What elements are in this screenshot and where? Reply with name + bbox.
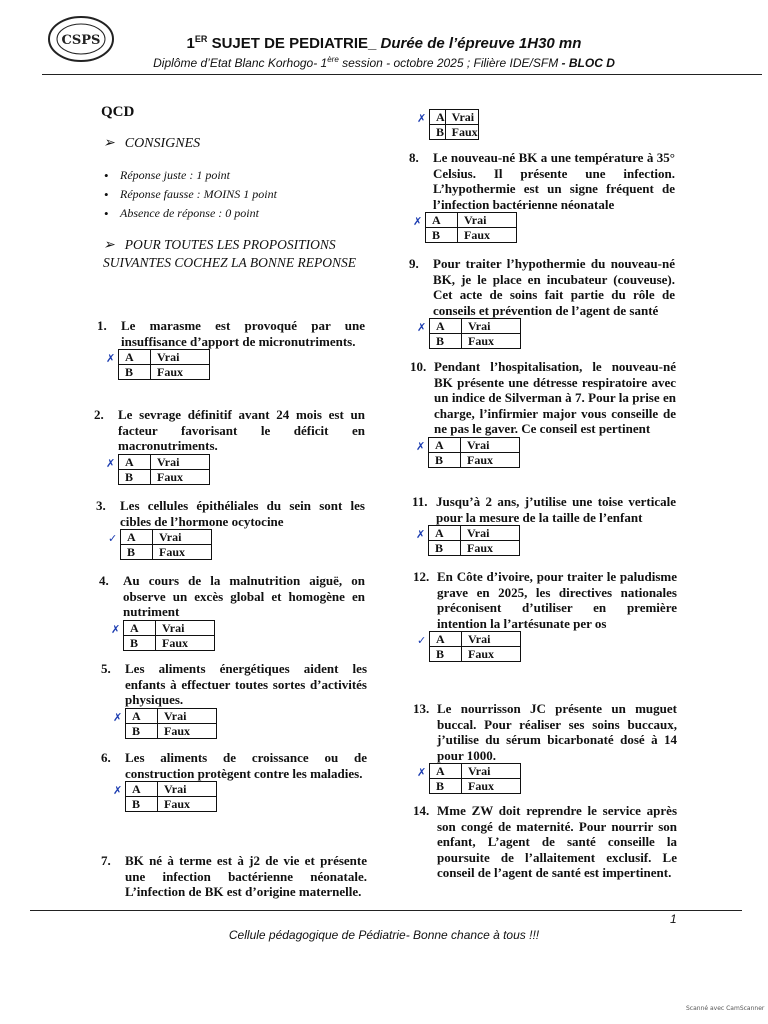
question-text: Les aliments de croissance ou de construction protègent contre les maladies. xyxy=(125,750,367,781)
option-letter[interactable]: A xyxy=(426,213,458,228)
question-number: 9. xyxy=(409,256,419,271)
option-a[interactable] xyxy=(119,454,210,469)
header-divider xyxy=(42,74,762,75)
option-label[interactable]: Faux xyxy=(158,797,217,812)
handwritten-mark-icon: ✓ xyxy=(417,634,427,647)
option-b[interactable] xyxy=(119,365,210,380)
option-label[interactable]: Faux xyxy=(462,334,521,349)
option-label[interactable]: Vrai xyxy=(458,213,517,228)
footer-text: Cellule pédagogique de Pédiatrie- Bonne chance à tous !!! xyxy=(228,928,540,942)
option-letter[interactable]: A xyxy=(126,708,158,723)
answer-table xyxy=(429,763,521,794)
question-2 xyxy=(94,407,365,485)
option-letter[interactable]: B xyxy=(430,779,462,794)
question-3 xyxy=(96,498,365,560)
option-label[interactable]: Vrai xyxy=(461,437,520,452)
answer-table xyxy=(125,781,217,812)
handwritten-mark-icon: ✗ xyxy=(417,112,427,125)
question-number: 12. xyxy=(413,569,430,584)
option-letter[interactable]: B xyxy=(426,228,458,243)
option-a[interactable] xyxy=(429,437,520,452)
answer-table xyxy=(428,525,520,556)
answer-table xyxy=(429,109,479,140)
option-b[interactable] xyxy=(119,469,210,484)
answer-table xyxy=(118,454,210,485)
option-label[interactable]: Vrai xyxy=(151,454,210,469)
question-number: 4. xyxy=(99,573,109,588)
question-4 xyxy=(99,573,365,651)
answer-table xyxy=(428,437,520,468)
option-letter[interactable]: A xyxy=(429,526,461,541)
option-label[interactable]: Vrai xyxy=(462,764,521,779)
rule-wrong: • Réponse fausse : MOINS 1 point xyxy=(120,187,277,202)
question-12 xyxy=(413,569,677,662)
question-number: 2. xyxy=(94,407,104,422)
answer-choices xyxy=(417,763,677,794)
option-letter[interactable]: A xyxy=(430,319,462,334)
option-letter[interactable]: B xyxy=(429,452,461,467)
exam-title: 1ER SUJET DE PEDIATRIE_ Durée de l’épreuve 1H30 mn xyxy=(186,34,582,52)
question-text: Au cours de la malnutrition aiguë, on observe un excès global et homogène en nutriment xyxy=(123,573,365,619)
handwritten-mark-icon: ✗ xyxy=(111,622,121,636)
question-9 xyxy=(409,256,675,349)
option-letter[interactable]: A xyxy=(430,632,462,647)
option-label[interactable]: Vrai xyxy=(461,526,520,541)
question-text: Pour traiter l’hypothermie du nouveau-né BK, je le place en incubateur (couveuse). Cet acte de soins fait partie du rôle de conseils et prévention de l’agent de santé xyxy=(433,256,675,318)
answer-table xyxy=(429,318,521,349)
footer-divider xyxy=(30,910,742,911)
option-b[interactable] xyxy=(121,545,212,560)
option-letter[interactable]: A xyxy=(121,530,153,545)
answer-choices xyxy=(416,437,676,468)
option-b[interactable] xyxy=(430,647,521,662)
question-number: 8. xyxy=(409,150,419,165)
question-number: 7. xyxy=(101,853,111,868)
option-letter[interactable]: B xyxy=(124,635,156,650)
question-text: Le marasme est provoqué par une insuffisance d’apport de micronutriments. xyxy=(121,318,365,349)
question-13 xyxy=(413,701,677,794)
option-b[interactable] xyxy=(430,779,521,794)
question-text: BK né à terme est à j2 de vie et présente une infection bactérienne néonatale. L’infection de BK est d’origine maternelle. xyxy=(125,853,367,899)
question-text: Les aliments énergétiques aident les enfants à effectuer toutes sortes d’activités physiques. xyxy=(125,661,367,707)
option-letter[interactable]: B xyxy=(430,647,462,662)
option-a[interactable] xyxy=(126,782,217,797)
handwritten-mark-icon: ✗ xyxy=(417,321,427,334)
rule-blank: • Absence de réponse : 0 point xyxy=(120,206,259,221)
question-number: 10. xyxy=(410,359,427,374)
handwritten-mark-icon: ✗ xyxy=(417,766,427,779)
answer-choices xyxy=(108,529,365,560)
option-a[interactable] xyxy=(430,632,521,647)
option-letter[interactable]: B xyxy=(430,125,446,140)
option-label[interactable]: Faux xyxy=(458,228,517,243)
question-14 xyxy=(413,803,677,881)
question-number: 1. xyxy=(97,318,107,333)
answer-table xyxy=(123,620,215,651)
answer-choices xyxy=(417,109,479,140)
option-a[interactable] xyxy=(126,708,217,723)
answer-table xyxy=(429,631,521,662)
question-text: Les cellules épithéliales du sein sont les cibles de l’hormone ocytocine xyxy=(120,498,365,529)
option-label[interactable]: Faux xyxy=(462,779,521,794)
option-b[interactable] xyxy=(426,228,517,243)
chevron-right-icon: ➢ xyxy=(103,238,115,253)
exam-subtitle: Diplôme d’Etat Blanc Korhogo- 1ère session - octobre 2025 ; Filière IDE/SFM - BLOC D xyxy=(153,55,615,70)
option-label[interactable]: Faux xyxy=(445,125,478,140)
instruction: ➢ POUR TOUTES LES PROPOSITIONS SUIVANTES COCHEZ LA BONNE REPONSE xyxy=(103,237,357,270)
option-label[interactable]: Faux xyxy=(461,452,520,467)
option-b[interactable] xyxy=(430,334,521,349)
option-a[interactable] xyxy=(119,350,210,365)
option-b[interactable] xyxy=(429,541,520,556)
question-number: 5. xyxy=(101,661,111,676)
answer-choices xyxy=(113,781,367,812)
answer-table xyxy=(118,349,210,380)
answer-choices xyxy=(111,620,365,651)
option-letter[interactable]: A xyxy=(430,110,446,125)
option-label[interactable]: Vrai xyxy=(158,708,217,723)
handwritten-mark-icon: ✗ xyxy=(113,710,123,724)
option-label[interactable]: Faux xyxy=(151,365,210,380)
option-b[interactable] xyxy=(429,452,520,467)
answer-choices xyxy=(106,349,365,380)
answer-table xyxy=(425,212,517,243)
page-number: 1 xyxy=(670,912,677,926)
answer-choices xyxy=(113,708,367,739)
option-letter[interactable]: A xyxy=(126,782,158,797)
question-number: 14. xyxy=(413,803,430,818)
consignes-title: ➢ CONSIGNES xyxy=(103,136,201,151)
option-a[interactable] xyxy=(430,110,479,125)
option-letter[interactable]: A xyxy=(124,620,156,635)
option-b[interactable] xyxy=(126,723,217,738)
scanner-watermark: Scanné avec CamScanner xyxy=(686,1005,765,1012)
question-number: 13. xyxy=(413,701,430,716)
answer-choices xyxy=(417,318,675,349)
handwritten-mark-icon: ✗ xyxy=(416,528,426,541)
option-letter[interactable]: A xyxy=(119,350,151,365)
question-number: 3. xyxy=(96,498,106,513)
option-label[interactable]: Vrai xyxy=(156,620,215,635)
option-a[interactable] xyxy=(124,620,215,635)
question-11 xyxy=(412,494,676,556)
option-letter[interactable]: B xyxy=(119,469,151,484)
question-1 xyxy=(97,318,365,380)
question-text: Le sevrage définitif avant 24 mois est un facteur favorisant le déficit en macronutriments. xyxy=(118,407,365,453)
option-label[interactable]: Vrai xyxy=(445,110,478,125)
option-letter[interactable]: B xyxy=(126,723,158,738)
option-label[interactable]: Faux xyxy=(151,469,210,484)
question-text: Pendant l’hospitalisation, le nouveau-né BK présente une détresse respiratoire avec un indice de Silverman à 7. Pour la prise en charge, l’infirmier major vous conseille de ne pas le gaver. Ce conseil est pertinent xyxy=(434,359,676,436)
answer-table xyxy=(125,708,217,739)
option-label[interactable]: Faux xyxy=(156,635,215,650)
handwritten-mark-icon: ✓ xyxy=(108,532,118,545)
answer-choices xyxy=(417,631,677,662)
question-number: 6. xyxy=(101,750,111,765)
question-text: Mme ZW doit reprendre le service après son congé de maternité. Pour nourrir son enfant, L’agent de santé conseille la poursuite de l’allaitement exclusif. Le conseil de l’agent de santé est impertinent. xyxy=(437,803,677,880)
option-label[interactable]: Faux xyxy=(461,541,520,556)
option-b[interactable] xyxy=(430,125,479,140)
option-label[interactable]: Vrai xyxy=(158,782,217,797)
handwritten-mark-icon: ✗ xyxy=(106,456,116,470)
option-a[interactable] xyxy=(430,764,521,779)
question-text: Le nouveau-né BK a une température à 35° Celsius. Il présente une infection. L’hypothermie est un signe fréquent de l’infection bactérienne néonatale xyxy=(433,150,675,212)
svg-text:CSPS: CSPS xyxy=(61,33,101,48)
option-b[interactable] xyxy=(124,635,215,650)
rule-correct: • Réponse juste : 1 point xyxy=(120,168,230,183)
option-a[interactable] xyxy=(429,526,520,541)
question-number: 11. xyxy=(412,494,428,509)
answer-choices xyxy=(413,212,675,243)
option-label[interactable]: Vrai xyxy=(462,632,521,647)
section-title: QCD xyxy=(101,104,135,120)
option-letter[interactable]: A xyxy=(119,454,151,469)
question-text: En Côte d’ivoire, pour traiter le paludisme grave en 2025, les directives nationales préconisent d’utiliser en première intention la l’artésunate per os xyxy=(437,569,677,631)
option-b[interactable] xyxy=(126,797,217,812)
option-label[interactable]: Vrai xyxy=(462,319,521,334)
option-letter[interactable]: A xyxy=(429,437,461,452)
option-a[interactable] xyxy=(121,530,212,545)
handwritten-mark-icon: ✗ xyxy=(416,439,426,453)
option-a[interactable] xyxy=(430,319,521,334)
answer-table xyxy=(120,529,212,560)
option-label[interactable]: Vrai xyxy=(153,530,212,545)
question-6 xyxy=(101,750,367,812)
option-letter[interactable]: B xyxy=(126,797,158,812)
option-letter[interactable]: B xyxy=(121,545,153,560)
option-label[interactable]: Vrai xyxy=(151,350,210,365)
question-8 xyxy=(409,150,675,243)
option-letter[interactable]: B xyxy=(429,541,461,556)
handwritten-mark-icon: ✗ xyxy=(113,784,123,797)
option-a[interactable] xyxy=(426,213,517,228)
question-10 xyxy=(410,359,676,468)
handwritten-mark-icon: ✗ xyxy=(106,352,116,365)
chevron-right-icon: ➢ xyxy=(103,136,115,151)
question-text: Le nourrisson JC présente un muguet buccal. Pour réaliser ses soins buccaux, j’utilise du sérum bicarbonaté dosé à 14 pour 1000. xyxy=(437,701,677,763)
question-text: Jusqu’à 2 ans, j’utilise une toise verticale pour la mesure de la taille de l’enfant xyxy=(436,494,676,525)
option-letter[interactable]: B xyxy=(430,334,462,349)
option-letter[interactable]: B xyxy=(119,365,151,380)
handwritten-mark-icon: ✗ xyxy=(413,215,423,228)
answer-choices xyxy=(416,525,676,556)
answer-choices xyxy=(106,454,365,485)
question-5 xyxy=(101,661,367,739)
option-label[interactable]: Faux xyxy=(462,647,521,662)
option-label[interactable]: Faux xyxy=(153,545,212,560)
option-label[interactable]: Faux xyxy=(158,723,217,738)
option-letter[interactable]: A xyxy=(430,764,462,779)
